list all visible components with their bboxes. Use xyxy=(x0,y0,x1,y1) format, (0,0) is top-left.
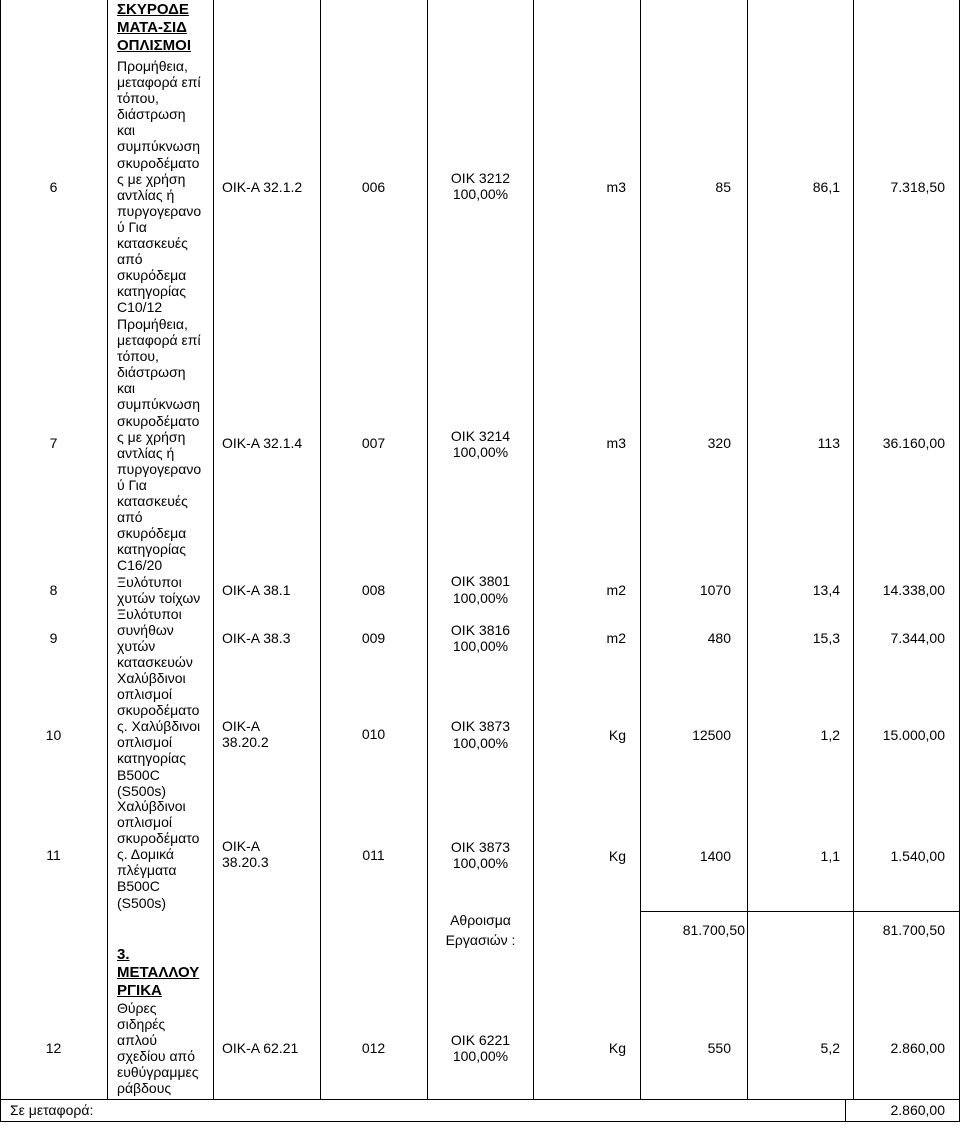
subtotal-value-right: 81.700,50 xyxy=(882,922,945,938)
subtotal-rule xyxy=(640,911,960,912)
amount: 15.000,00 xyxy=(882,727,945,743)
column-divider xyxy=(107,0,108,1099)
row-number: 12 xyxy=(45,1040,62,1056)
column-divider xyxy=(213,0,214,1099)
unit-price: 113 xyxy=(817,435,840,451)
quantity: 1400 xyxy=(699,848,731,864)
quantity: 1070 xyxy=(699,582,731,598)
quantity: 12500 xyxy=(692,727,731,743)
item-description: Χαλύβδινοι οπλισμοί σκυροδέματο ς. Χαλύβδινοι οπλισμοί κατηγορίας B500C (S500s) xyxy=(117,670,201,799)
column-divider xyxy=(320,0,321,1099)
cost-code: ΟΙΚ 3816 xyxy=(450,622,511,638)
row-number: 11 xyxy=(46,847,61,863)
unit-price: 13,4 xyxy=(812,582,840,598)
quantity: 320 xyxy=(707,435,731,451)
amount: 36.160,00 xyxy=(882,435,945,451)
article-code: ΟΙΚ-Α 62.21 xyxy=(222,1040,299,1056)
article-code: ΟΙΚ-Α 38.1 xyxy=(222,582,291,598)
section-heading: 3. ΜΕΤΑΛΛΟΥ ΡΓΙΚΑ xyxy=(117,946,200,999)
unit: Kg xyxy=(608,727,626,743)
item-description: Χαλύβδινοι οπλισμοί σκυροδέματο ς. Δομικά πλέγματα B500C (S500s) xyxy=(117,798,200,911)
unit: m3 xyxy=(606,435,626,451)
article-code: ΟΙΚ-Α 32.1.2 xyxy=(222,179,303,195)
unit: m3 xyxy=(606,179,626,195)
carry-forward-label: Σε μεταφορά: xyxy=(10,1102,94,1118)
cost-code: ΟΙΚ 3801 xyxy=(450,573,511,589)
unit-price: 1,2 xyxy=(820,727,840,743)
table-border-left xyxy=(0,0,1,1099)
article-code: ΟΙΚ-Α 38.20.2 xyxy=(222,718,269,750)
column-divider xyxy=(747,0,748,1099)
sequence-number: 006 xyxy=(361,179,386,195)
item-description: Θύρες σιδηρές απλού σχεδίου από ευθύγραμμες ράβδους xyxy=(117,1000,199,1097)
sequence-number: 007 xyxy=(361,435,386,451)
item-description: Ξυλότυποι χυτών τοίχων xyxy=(117,574,201,607)
sequence-number: 009 xyxy=(361,630,386,646)
article-code: ΟΙΚ-Α 32.1.4 xyxy=(222,435,303,451)
cost-code: ΟΙΚ 3212 xyxy=(450,170,511,186)
article-code: ΟΙΚ-Α 38.20.3 xyxy=(222,838,269,870)
cost-code: ΟΙΚ 3873 xyxy=(450,718,511,734)
footer-rule-top xyxy=(0,1099,960,1100)
sequence-number: 011 xyxy=(362,847,385,863)
quantity: 550 xyxy=(707,1040,731,1056)
section-heading: ΣΚΥΡΟΔΕ ΜΑΤΑ-ΣΙΔ ΟΠΛΙΣΜΟΙ xyxy=(117,1,192,54)
footer-divider xyxy=(845,1099,846,1122)
unit: m2 xyxy=(606,630,626,646)
cost-share: 100,00% xyxy=(452,855,509,871)
row-number: 9 xyxy=(49,630,58,646)
cost-code: ΟΙΚ 6221 xyxy=(450,1032,511,1048)
row-number: 8 xyxy=(49,582,58,598)
cost-share: 100,00% xyxy=(452,186,509,202)
sequence-number: 010 xyxy=(361,726,386,742)
cost-code: ΟΙΚ 3873 xyxy=(450,839,511,855)
quantity: 480 xyxy=(707,630,731,646)
sequence-number: 012 xyxy=(361,1040,386,1056)
row-number: 7 xyxy=(49,435,58,451)
unit-price: 1,1 xyxy=(820,848,840,864)
item-description: Προμήθεια, μεταφορά επί τόπου, διάστρωση και συμπύκνωση σκυροδέματο ς με χρήση αντλίας ή πυργογερανο ύ Για κατασκευές από σκυρόδεμα κατηγορίας C10/12 xyxy=(117,58,202,316)
unit-price: 15,3 xyxy=(812,630,840,646)
amount: 1.540,00 xyxy=(890,848,945,864)
row-number: 6 xyxy=(49,179,58,195)
amount: 7.318,50 xyxy=(890,179,945,195)
footer-border-left xyxy=(0,1099,1,1122)
row-number: 10 xyxy=(45,727,62,743)
item-description: Προμήθεια, μεταφορά επί τόπου, διάστρωση και συμπύκνωση σκυροδέματο ς με χρήση αντλίας ή πυργογερανο ύ Για κατασκευές από σκυρόδεμα κατηγορίας C16/20 xyxy=(117,316,202,574)
item-description: Ξυλότυποι συνήθων χυτών κατασκευών xyxy=(117,606,193,671)
amount: 7.344,00 xyxy=(890,630,945,646)
unit: Kg xyxy=(608,848,626,864)
subtotal-value-left: 81.700,50 xyxy=(682,922,745,938)
quantity: 85 xyxy=(715,179,731,195)
unit: Kg xyxy=(608,1040,626,1056)
unit-price: 86,1 xyxy=(812,179,840,195)
footer-rule-bottom xyxy=(0,1121,960,1122)
unit: m2 xyxy=(606,582,626,598)
article-code: ΟΙΚ-Α 38.3 xyxy=(222,630,291,646)
cost-share: 100,00% xyxy=(452,638,509,654)
cost-share: 100,00% xyxy=(452,735,509,751)
amount: 14.338,00 xyxy=(882,582,945,598)
cost-share: 100,00% xyxy=(452,1048,509,1064)
amount: 2.860,00 xyxy=(890,1040,945,1056)
sequence-number: 008 xyxy=(361,582,386,598)
subtotal-label: Αθροισμα Εργασιών : xyxy=(445,912,516,948)
cost-code: ΟΙΚ 3214 xyxy=(450,428,511,444)
cost-share: 100,00% xyxy=(452,590,509,606)
unit-price: 5,2 xyxy=(820,1040,840,1056)
cost-share: 100,00% xyxy=(452,444,509,460)
carry-forward-amount: 2.860,00 xyxy=(890,1102,945,1118)
